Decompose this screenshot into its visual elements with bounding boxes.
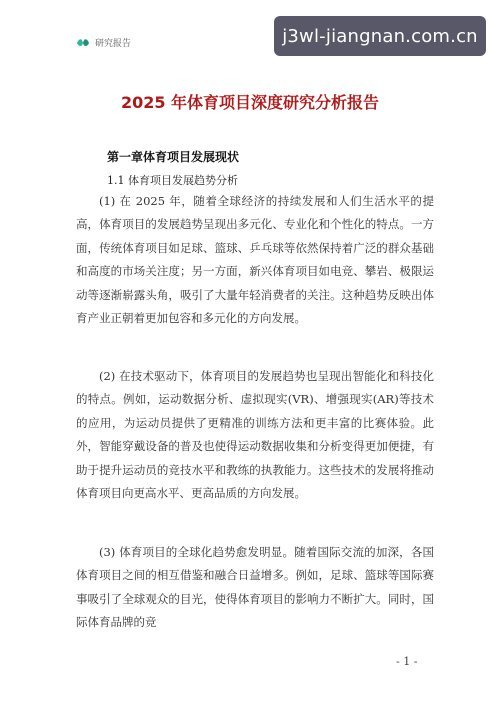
paragraph-3: (3) 体育项目的全球化趋势愈发明显。随着国际交流的加深，各国体育项目之间的相互借鉴和融合日益增多。例如，足球、篮球等国际赛事吸引了全球观众的目光，使得体育项目的影响力不断扩大。同时，国际体育品牌的竞 xyxy=(76,545,434,630)
paragraph-2: (2) 在技术驱动下，体育项目的发展趋势也呈现出智能化和科技化的特点。例如，运动数据分析、虚拟现实(VR)、增强现实(AR)等技术的应用，为运动员提供了更精准的训练方法和更丰富的比赛体验。此外，智能穿戴设备的普及也使得运动数据收集和分析变得更加便捷，有助于提升运动员的竞技水平和教练的执教能力。这些技术的发展将推动体育项目向更高水平、更高品质的方向发展。 xyxy=(76,369,434,501)
brand-label: 研究报告 xyxy=(95,39,132,49)
paragraph-1: (1) 在 2025 年，随着全球经济的持续发展和人们生活水平的提高，体育项目的发展趋势呈现出多元化、专业化和个性化的特点。一方面，传统体育项目如足球、篮球、乒乓球等依然保持着广泛的群众基础和高度的市场关注度；另一方面，新兴体育项目如电竞、攀岩、极限运动等逐渐崭露头角，吸引了大量年轻消费者的关注。这种趋势反映出体育产业正朝着更加包容和多元化的方向发展。 xyxy=(76,194,434,326)
watermark-banner: j3wl-jiangnan.com.cn xyxy=(274,16,486,56)
header-brand xyxy=(76,36,131,49)
page-number: - 1 - xyxy=(396,655,418,668)
section-heading: 1.1 体育项目发展趋势分析 xyxy=(107,174,238,187)
chapter-heading: 第一章体育项目发展现状 xyxy=(107,150,240,164)
leaf-logo-icon xyxy=(76,38,90,48)
document-title: 2025 年体育项目深度研究分析报告 xyxy=(120,93,380,112)
